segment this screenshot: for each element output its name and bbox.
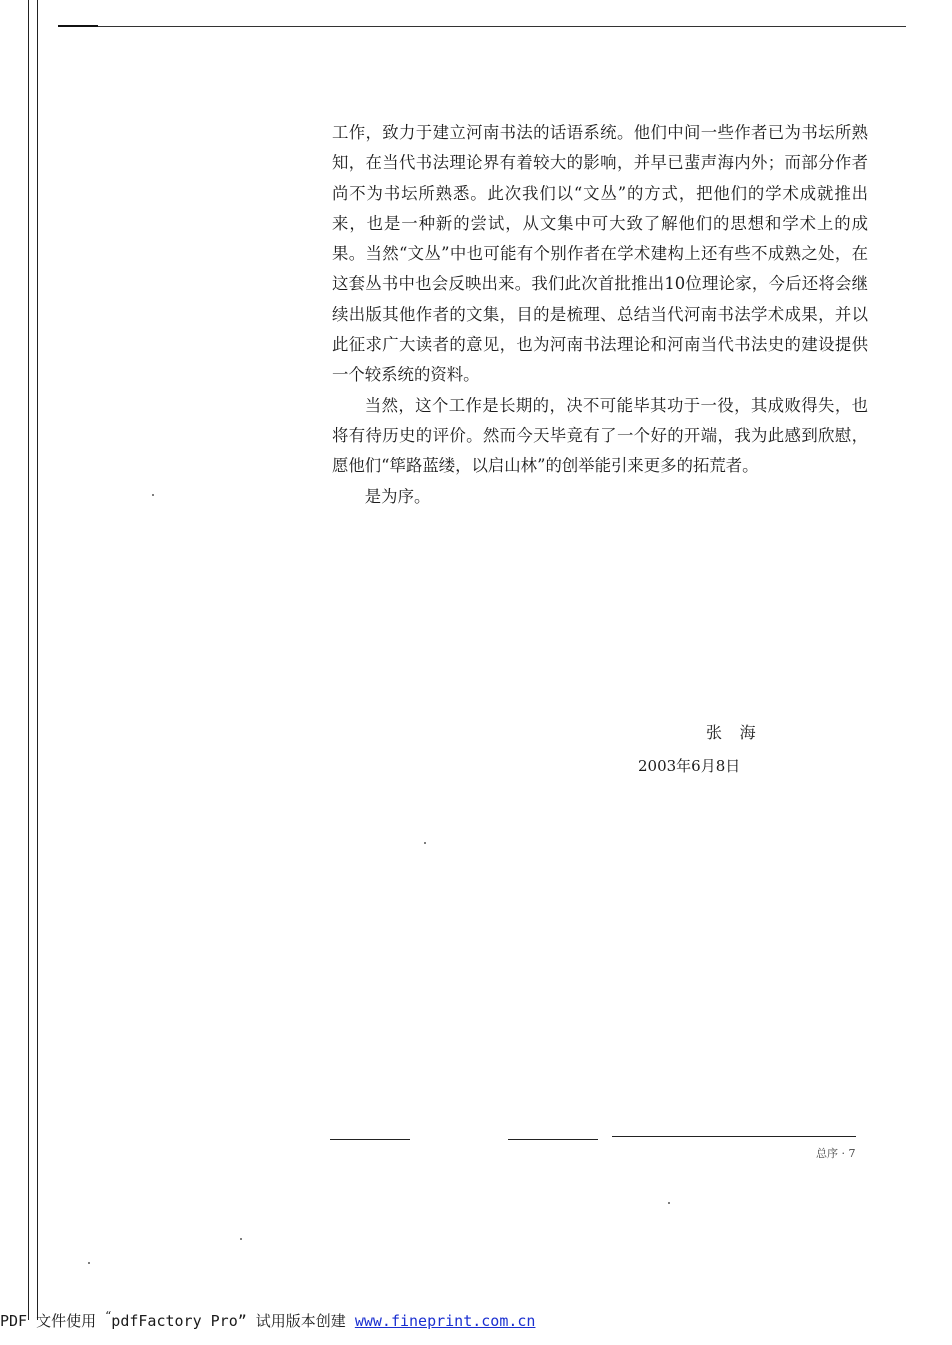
left-border-line [28,0,29,1320]
closing-line: 是为序。 [364,486,431,506]
watermark-prefix: PDF 文件使用 [0,1312,106,1330]
preface-body [332,118,868,512]
quote-mark-icon: “ [105,1309,112,1323]
watermark-link[interactable]: www.fineprint.com.cn [354,1312,536,1330]
footer-rule [508,1139,598,1140]
header-rule [58,26,906,27]
scan-speck [668,1202,670,1204]
scan-speck [88,1262,90,1264]
paragraph: 当然，这个工作是长期的，决不可能毕其功于一役，其成败得失，也将有待历史的评价。然而今天毕竟有了一个好的开端，我为此感到欣慰，愿他们“筚路蓝缕，以启山林”的创举能引来更多的拓荒者。 [332,395,868,476]
scan-speck [424,842,426,844]
footer-rule [330,1139,410,1140]
scan-speck [152,494,154,496]
author-signature: 张海 [706,723,774,742]
watermark-suffix: 试用版本创建 [246,1312,355,1330]
header-rule-accent [58,25,98,27]
paragraph-continued: 工作，致力于建立河南书法的话语系统。他们中间一些作者已为书坛所熟知，在当代书法理论界有着较大的影响，并早已蜚声海内外；而部分作者尚不为书坛所熟悉。此次我们以“文丛”的方式，把他们的学术成就推出来，也是一种新的尝试，从文集中可大致了解他们的思想和学术上的成果。当然“文丛”中也可能有个别作者在学术建构上还有些不成熟之处，在这套丛书中也会反映出来。我们此次首批推出10位理论家，今后还将会继续出版其他作者的文集，目的是梳理、总结当代河南书法学术成果，并以此征求广大读者的意见，也为河南书法理论和河南当代书法史的建设提供一个较系统的资料。 [332,123,868,385]
signature-date: 2003年6月8日 [638,757,741,775]
left-border-line-inner [37,0,38,1320]
watermark-product: pdfFactory Pro [111,1312,238,1330]
scan-speck [240,1238,242,1240]
footer-rule [612,1136,856,1137]
pdf-watermark: PDF 文件使用 “pdfFactory Pro” 试用版本创建 www.fineprint.com.cn [0,1309,536,1330]
page-label: 总序 · 7 [816,1147,856,1160]
